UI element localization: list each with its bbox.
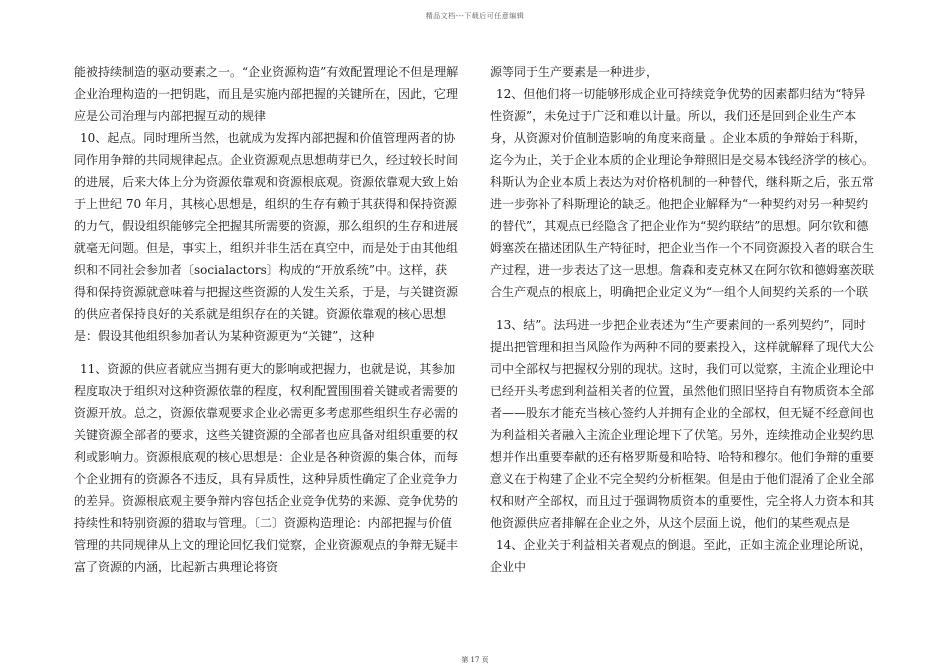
- paragraph: 源等同于生产要素是一种进步，: [490, 65, 659, 79]
- page-header: 精品文档---下载后可任意编辑: [425, 12, 525, 20]
- paragraph: 10、起点。同时理所当然，也就成为发挥内部把握和价值管理两者的协同作用争辩的共同规律起点。企业资源观点思想萌芽已久，经过较长时间的进展，后来大体上分为资源依靠观和资源根底观。资源依靠观大致上始于上世纪 70 年月，其核心思想是，组织的生存有赖于其获得和保持资源的力气，假设组织能够完全把握其所需要的资源，那么组织的生存和进展就毫无问题。但是，事实上，组织并非生活在真空中，而是处于由其他组织和不同社会参加者〔socialactors〕构成的“开放系统”中。这样，获得和保持资源就意味着与把握这些资源的人发生关系，于是，与关键资源的供应者保持良好的关系就是组织存在的关键。资源依靠观的核心思想是：假设其他组织参加者认为某种资源更为“关键”，这种: [74, 131, 459, 343]
- paragraph: 能被持续制造的驱动要素之一。“企业资源构造”有效配置理论不但是理解企业治理构造的一把钥匙，而且是实施内部把握的关键所在，因此，它理应是公司治理与内部把握互动的规律: [74, 65, 459, 123]
- paragraph: 14、企业关于利益相关者观点的倒退。至此，正如主流企业理论所说，企业中: [490, 538, 872, 574]
- right-column: [490, 61, 875, 578]
- paragraph: 13、结”。法玛进一步把企业表述为“生产要素间的一系列契约”，同时提出把管理和担当风险作为两种不同的要素投入，这样就解释了现代大公司中全部权与把握权分别的现状。这时，我们可以觉察，主流企业理论中已经开头考虑到利益相关者的位置，虽然他们照旧坚持自有物质资本全部者——股东才能充当核心签约人并拥有企业的全部权，但无疑不经意间也为利益相关者融入主流企业理论埋下了伏笔。另外，连续推动企业契约思想并作出重要奉献的还有格罗斯曼和哈特、哈特和穆尔。他们争辩的重要意义在于构建了企业不完全契约分析框架。但是由于他们混淆了企业全部权和财产全部权，而且过于强调物质资本的重要性，完全将人力资本和其他资源供应者排解在企业之外，从这个层面上说，他们的某些观点是: [490, 318, 875, 530]
- left-column: [74, 61, 459, 578]
- paragraph: 11、资源的供应者就应当拥有更大的影响或把握力，也就是说，其参加程度取决于组织对这种资源依靠的程度，权利配置围围着关键或者需要的资源开放。总之，资源依靠观要求企业必需更多考虑那些组织生存必需的关键资源全部者的要求，这些关键资源的全部者也应具备对组织重要的权利或影响力。资源根底观的核心思想是：企业是各种资源的集合体，而每个企业拥有的资源各不违反，具有异质性，这种异质性确定了企业竞争力的差异。资源根底观主要争辩内容包括企业竞争优势的来源、竞争优势的持续性和特别资源的猎取与管理。〔二〕资源构造理论：内部把握与价值管理的共同规律从上文的理论回忆我们觉察，企业资源观点的争辩无疑丰富了资源的内涵，比起新古典理论将资: [74, 362, 459, 574]
- paragraph: 12、但他们将一切能够形成企业可持续竞争优势的因素都归结为“特异性资源”，未免过于广泛和难以计量。所以，我们还是回到企业生产本身，从资源对价值制造影响的角度来商量 。企业本质的争辩始于科斯，迄今为止，关于企业本质的企业理论争辩照旧是交易本钱经济学的核心。科斯认为企业本质上表达为对价格机制的一种替代，继科斯之后，张五常进一步弥补了科斯理论的缺乏。他把企业解释为“一种契约对另一种契约的替代”，其观点已经隐含了把企业作为“契约联结”的思想。阿尔钦和德姆塞茨在描述团队生产特征时，把企业当作一个不同资源投入者的联合生产过程，进一步表达了这一思想。詹森和麦克林又在阿尔钦和德姆塞茨联合生产观点的根底上，明确把企业定义为“一组个人间契约关系的一个联: [490, 87, 875, 299]
- page-number: 第 17 页: [461, 656, 489, 664]
